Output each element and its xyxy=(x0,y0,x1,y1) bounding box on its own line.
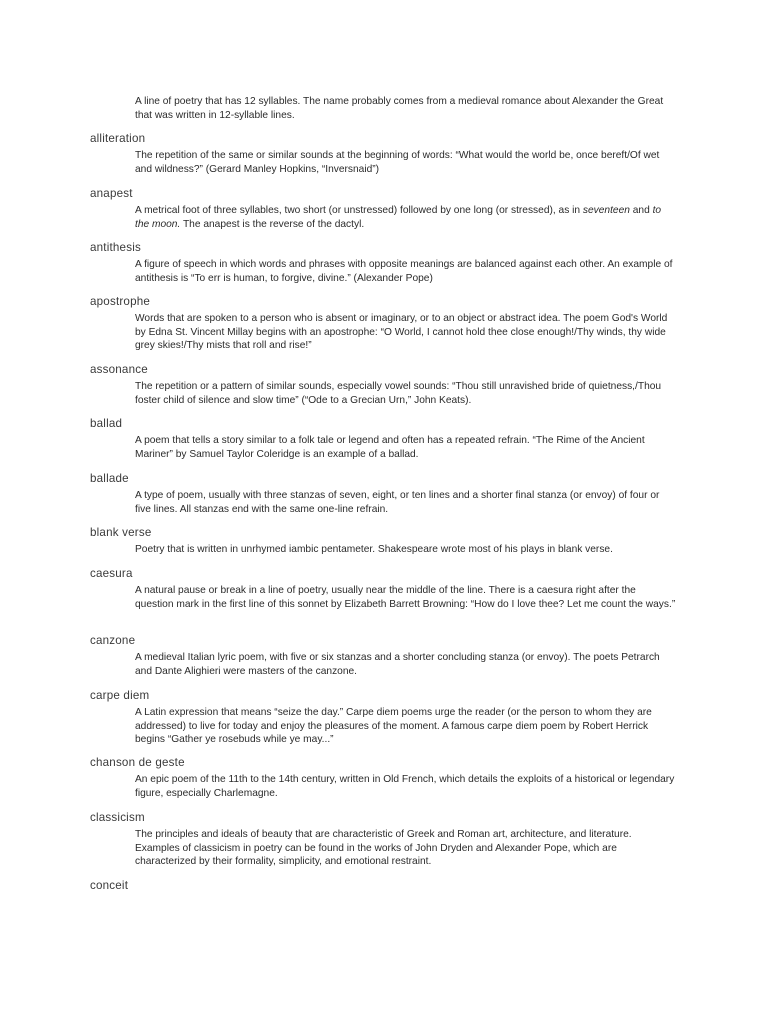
definition-text: An epic poem of the 11th to the 14th century, written in Old French, which details the exploits of a historical or legendary figure, especially Charlemagne. xyxy=(135,774,675,799)
italic-example: seventeen xyxy=(582,205,630,216)
term-heading: classicism xyxy=(90,811,145,824)
definition-text: A type of poem, usually with three stanzas of seven, eight, or ten lines and a shorter final stanza (or envoy) of four or five lines. All stanzas end with the same one-line refrain. xyxy=(135,490,660,515)
definition-text xyxy=(135,204,677,231)
definition-text: A figure of speech in which words and phrases with opposite meanings are balanced against each other. An example of antithesis is “To err is human, to forgive, divine.” (Alexander Pope) xyxy=(135,259,673,284)
definition-text: A Latin expression that means “seize the day.” Carpe diem poems urge the reader (or the person to whom they are addressed) to live for today and enjoy the pleasures of the moment. A famous carpe diem poem by Robert Herrick begins “Gather ye rosebuds while ye may...” xyxy=(135,707,652,745)
italic-example: to the moon. xyxy=(135,205,662,230)
term-heading: chanson de geste xyxy=(90,756,185,769)
term-heading: caesura xyxy=(90,567,133,580)
term-heading: ballad xyxy=(90,417,123,430)
definition-text: The repetition or a pattern of similar sounds, especially vowel sounds: “Thou still unravished bride of quietness,/Thou foster child of silence and slow time” (“Ode to a Grecian Urn,” John Keats). xyxy=(135,381,662,406)
term-heading: canzone xyxy=(90,634,136,647)
definition-segment: The anapest is the reverse of the dactyl. xyxy=(180,218,365,230)
term-heading: ballade xyxy=(90,472,129,485)
term-heading: conceit xyxy=(90,879,129,892)
definition-text: A natural pause or break in a line of poetry, usually near the middle of the line. There is a caesura right after the question mark in the first line of this sonnet by Elizabeth Barrett Browning: “How do I love thee? Let me count the ways.” xyxy=(135,585,676,610)
definition-text: Poetry that is written in unrhymed iambic pentameter. Shakespeare wrote most of his plays in blank verse. xyxy=(135,544,613,555)
term-heading: alliteration xyxy=(90,132,146,145)
definition-text: Words that are spoken to a person who is absent or imaginary, or to an object or abstract idea. The poem God's World by Edna St. Vincent Millay begins with an apostrophe: “O World, I cannot hold thee close enough!/Thy winds, thy wide grey skies!/Thy mists that roll and rise!” xyxy=(135,313,668,351)
definition-text: A line of poetry that has 12 syllables. The name probably comes from a medieval romance about Alexander the Great that was written in 12-syllable lines. xyxy=(135,96,664,121)
term-heading: assonance xyxy=(90,363,148,376)
definition-segment: A metrical foot of three syllables, two short (or unstressed) followed by one long (or stressed), as in xyxy=(135,205,583,216)
definition-text: The repetition of the same or similar sounds at the beginning of words: “What would the world be, once bereft/Of wet and wildness?” (Gerard Manley Hopkins, “Inversnaid”) xyxy=(135,150,660,175)
term-heading: apostrophe xyxy=(90,295,151,308)
term-heading: anapest xyxy=(90,187,133,200)
definition-text: A medieval Italian lyric poem, with five or six stanzas and a shorter concluding stanza (or envoy). The poets Petrarch and Dante Alighieri were masters of the canzone. xyxy=(135,652,660,677)
definition-segment: and xyxy=(629,205,653,216)
definition-text: A poem that tells a story similar to a folk tale or legend and often has a repeated refrain. “The Rime of the Ancient Mariner” by Samuel Taylor Coleridge is an example of a ballad. xyxy=(135,435,645,460)
term-heading: blank verse xyxy=(90,526,152,539)
term-heading: antithesis xyxy=(90,241,141,254)
definition-text: The principles and ideals of beauty that are characteristic of Greek and Roman art, architecture, and literature. Examples of classicism in poetry can be found in the works of John Dryden and Alexander Pope, which are characterized by their formality, simplicity, and emotional restraint. xyxy=(135,829,632,867)
term-heading: carpe diem xyxy=(90,689,150,702)
